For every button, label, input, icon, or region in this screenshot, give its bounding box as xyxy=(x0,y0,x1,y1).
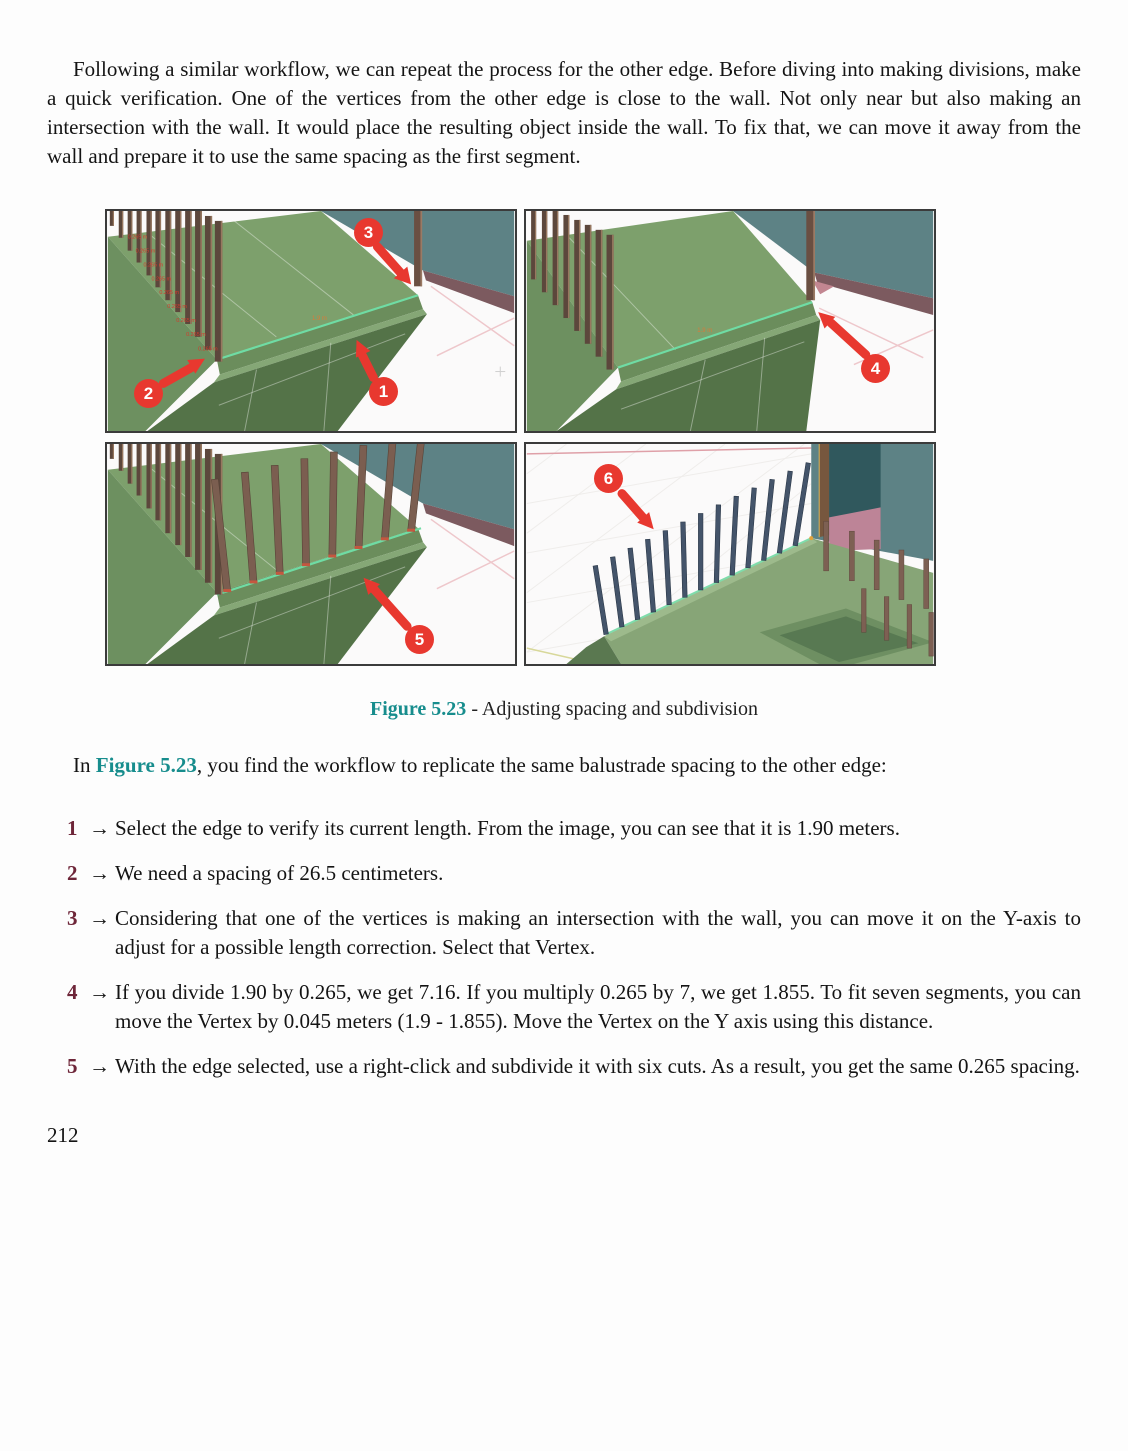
step-text: If you divide 1.90 by 0.265, we get 7.16. If you multiply 0.265 by 7, we get 1.855. To fit seven segments, you can move the Vertex by 0.045 meters (1.9 - 1.855). Move the Vertex on the Y axis using this distance. xyxy=(115,980,1081,1033)
step-badge: 3 xyxy=(354,218,383,247)
edge-length-label: 1.9 m xyxy=(311,316,327,323)
book-page xyxy=(0,55,1128,1148)
list-item xyxy=(67,814,1081,843)
intro-paragraph: Following a similar workflow, we can repeat the process for the other edge. Before diving into making divisions, make a quick verification. One of the vertices from the other edge is close to the wall. Not only near but also making an intersection with the wall. It would place the resulting object inside the wall. To fix that, we can move it away from the wall and prepare it to use the same spacing as the first segment. xyxy=(47,57,1081,168)
svg-text:0.265 m: 0.265 m xyxy=(151,276,172,283)
svg-text:0.265 m: 0.265 m xyxy=(143,262,164,269)
step-number: 4 xyxy=(67,980,78,1004)
arrow-glyph: → xyxy=(89,861,110,885)
post-highlight xyxy=(813,211,815,300)
viewport-scene-2 xyxy=(526,211,934,431)
arrow-glyph: → xyxy=(89,816,110,840)
step-badge: 5 xyxy=(405,625,434,654)
figure-panel-3 xyxy=(105,442,517,666)
step-badge: 4 xyxy=(861,354,890,383)
arrow-glyph: → xyxy=(89,980,110,1004)
figure-panel-grid xyxy=(105,209,936,666)
arrow-glyph: → xyxy=(89,1054,110,1078)
figure-caption xyxy=(47,698,1081,721)
list-item xyxy=(67,978,1081,1036)
svg-text:0.265 m: 0.265 m xyxy=(198,346,218,353)
step-number: 3 xyxy=(67,906,78,930)
viewport-scene-3 xyxy=(107,444,515,664)
list-item xyxy=(67,1052,1081,1081)
edge-length-label: 1.9 m xyxy=(697,327,713,334)
arrow-glyph: → xyxy=(89,906,110,930)
svg-text:0.265 m: 0.265 m xyxy=(135,248,156,255)
viewport-scene-1 xyxy=(107,211,515,431)
step-text: With the edge selected, use a right-click and subdivide it with six cuts. As a result, you get the same 0.265 spacing. xyxy=(115,1054,1080,1078)
step-text: Considering that one of the vertices is making an intersection with the wall, you can move it on the Y-axis to adjust for a possible length correction. Select that Vertex. xyxy=(115,906,1081,959)
step-badge: 2 xyxy=(134,379,163,408)
paragraph-prefix: In xyxy=(73,753,91,777)
step-text: Select the edge to verify its current length. From the image, you can see that it is 1.90 meters. xyxy=(115,816,900,840)
step-badge: 1 xyxy=(369,377,398,406)
steps-list xyxy=(67,814,1081,1081)
list-item xyxy=(67,904,1081,962)
step-badge: 6 xyxy=(594,464,623,493)
figure-panel-2 xyxy=(524,209,936,433)
step-number: 1 xyxy=(67,816,78,840)
figure-5-23 xyxy=(105,209,936,666)
step-number: 5 xyxy=(67,1054,78,1078)
step-text: We need a spacing of 26.5 centimeters. xyxy=(115,861,444,885)
page-number: 212 xyxy=(47,1123,79,1147)
figure-caption-ref: Figure 5.23 xyxy=(370,698,467,720)
svg-text:0.265 m: 0.265 m xyxy=(127,234,148,241)
list-item xyxy=(67,859,1081,888)
step-number: 2 xyxy=(67,861,78,885)
paragraph-rest: , you find the workflow to replicate the same balustrade spacing to the other edge: xyxy=(196,753,887,777)
origin-marker xyxy=(809,536,813,540)
figure-intro-paragraph xyxy=(47,751,1081,780)
figure-panel-4 xyxy=(524,442,936,666)
svg-text:0.265 m: 0.265 m xyxy=(159,290,180,297)
svg-text:0.265 m: 0.265 m xyxy=(176,317,196,324)
svg-text:0.265 m: 0.265 m xyxy=(167,304,187,311)
post-highlight xyxy=(420,211,422,286)
figure-reference-link[interactable]: Figure 5.23 xyxy=(95,753,197,777)
figure-panel-1 xyxy=(105,209,517,433)
figure-caption-text: - Adjusting spacing and subdivision xyxy=(471,698,758,720)
viewport-scene-4 xyxy=(526,444,934,664)
svg-text:0.265 m: 0.265 m xyxy=(186,331,206,338)
